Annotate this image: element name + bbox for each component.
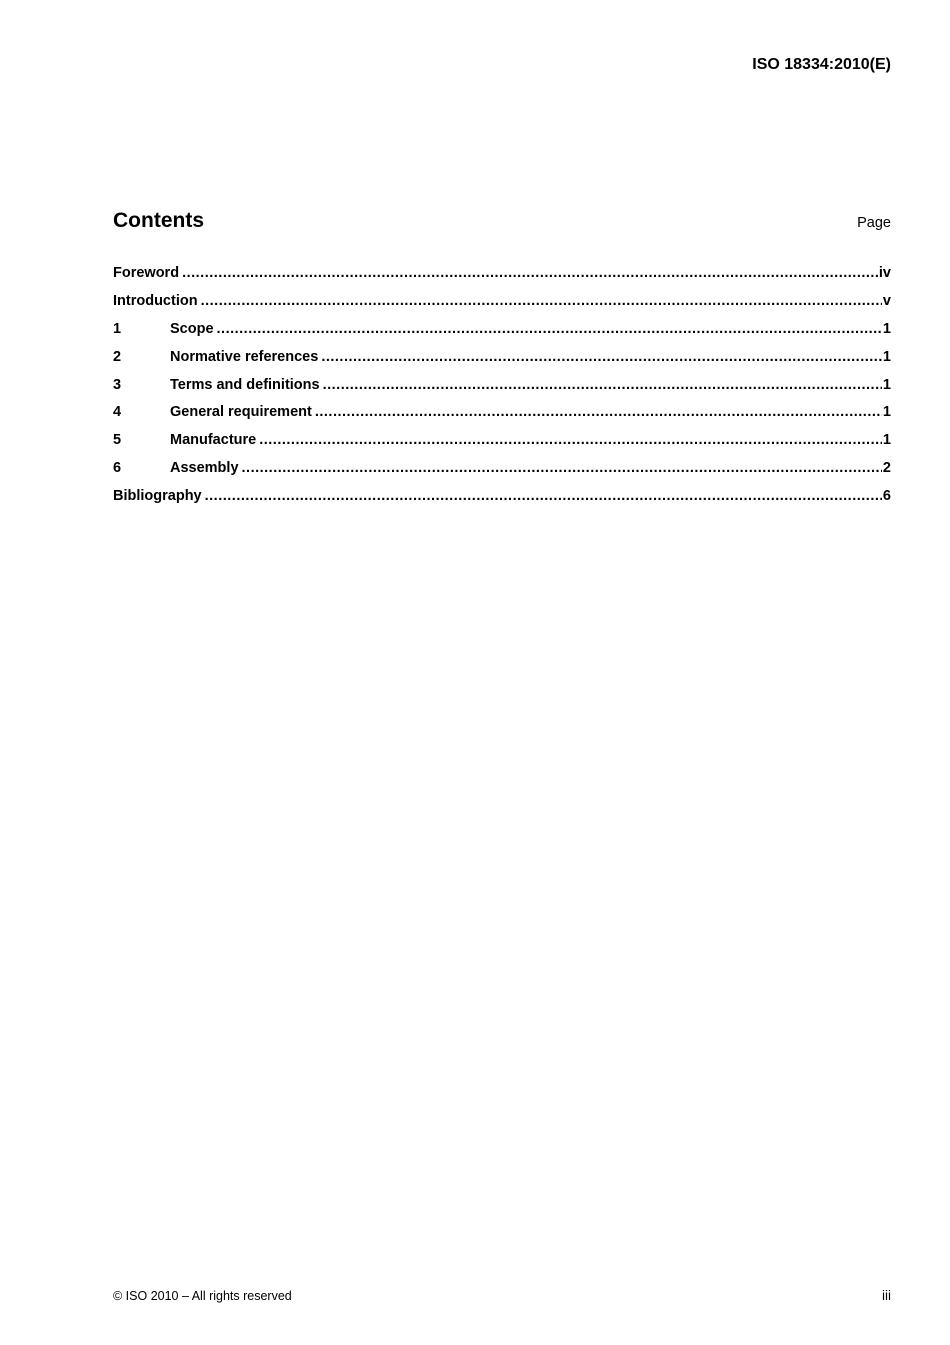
toc-entry-label: Assembly bbox=[170, 460, 239, 477]
toc-leader bbox=[182, 265, 878, 281]
toc-entry-number: 6 bbox=[113, 460, 122, 477]
footer-copyright: © ISO 2010 – All rights reserved bbox=[113, 1289, 292, 1303]
toc-entry-label: Foreword bbox=[113, 265, 180, 281]
toc-entry-normative-references[interactable] bbox=[113, 349, 891, 377]
toc-list bbox=[113, 265, 891, 516]
toc-entry-terms-and-definitions[interactable] bbox=[113, 377, 891, 405]
toc-leader bbox=[217, 321, 882, 337]
toc-entry-page: 1 bbox=[882, 348, 891, 365]
toc-entry-label: Scope bbox=[170, 320, 214, 337]
toc-entry-page: 1 bbox=[882, 376, 891, 393]
toc-page-label: Page bbox=[857, 215, 891, 231]
toc-leader bbox=[321, 349, 882, 365]
toc-entry-general-requirement[interactable] bbox=[113, 404, 891, 432]
toc-entry-number: 5 bbox=[113, 432, 122, 449]
toc-entry-number: 4 bbox=[113, 404, 122, 421]
toc-entry-page: 1 bbox=[882, 320, 891, 337]
toc-entry-label: Normative references bbox=[170, 348, 319, 365]
toc-entry-assembly[interactable] bbox=[113, 460, 891, 488]
toc-leader bbox=[201, 293, 882, 309]
toc-entry-label: Introduction bbox=[113, 292, 198, 309]
toc-leader bbox=[205, 488, 882, 504]
toc-entry-foreword[interactable] bbox=[113, 265, 891, 293]
toc-entry-page: v bbox=[882, 292, 891, 309]
toc-entry-page: 2 bbox=[882, 460, 891, 477]
toc-leader bbox=[315, 404, 882, 420]
toc-entry-number: 3 bbox=[113, 376, 122, 393]
toc-entry-scope[interactable] bbox=[113, 321, 891, 349]
document-id: ISO 18334:2010(E) bbox=[752, 56, 891, 73]
footer-page-number: iii bbox=[882, 1288, 891, 1303]
toc-entry-label: Terms and definitions bbox=[170, 376, 320, 393]
toc-leader bbox=[242, 460, 882, 476]
toc-leader bbox=[323, 377, 882, 393]
toc-entry-number: 2 bbox=[113, 348, 122, 365]
toc-entry-label: Bibliography bbox=[113, 488, 202, 505]
toc-title: Contents bbox=[113, 209, 204, 232]
toc-entry-introduction[interactable] bbox=[113, 293, 891, 321]
toc-entry-manufacture[interactable] bbox=[113, 432, 891, 460]
toc-entry-page: 1 bbox=[882, 432, 891, 449]
toc-entry-label: Manufacture bbox=[170, 432, 257, 449]
toc-entry-bibliography[interactable] bbox=[113, 488, 891, 516]
toc-entry-label: General requirement bbox=[170, 404, 312, 421]
toc-leader bbox=[259, 432, 882, 448]
toc-entry-number: 1 bbox=[113, 320, 122, 337]
toc-header bbox=[113, 209, 891, 233]
toc-entry-page: 6 bbox=[882, 488, 891, 505]
toc-entry-page: 1 bbox=[882, 404, 891, 421]
toc-entry-page: iv bbox=[878, 265, 891, 281]
